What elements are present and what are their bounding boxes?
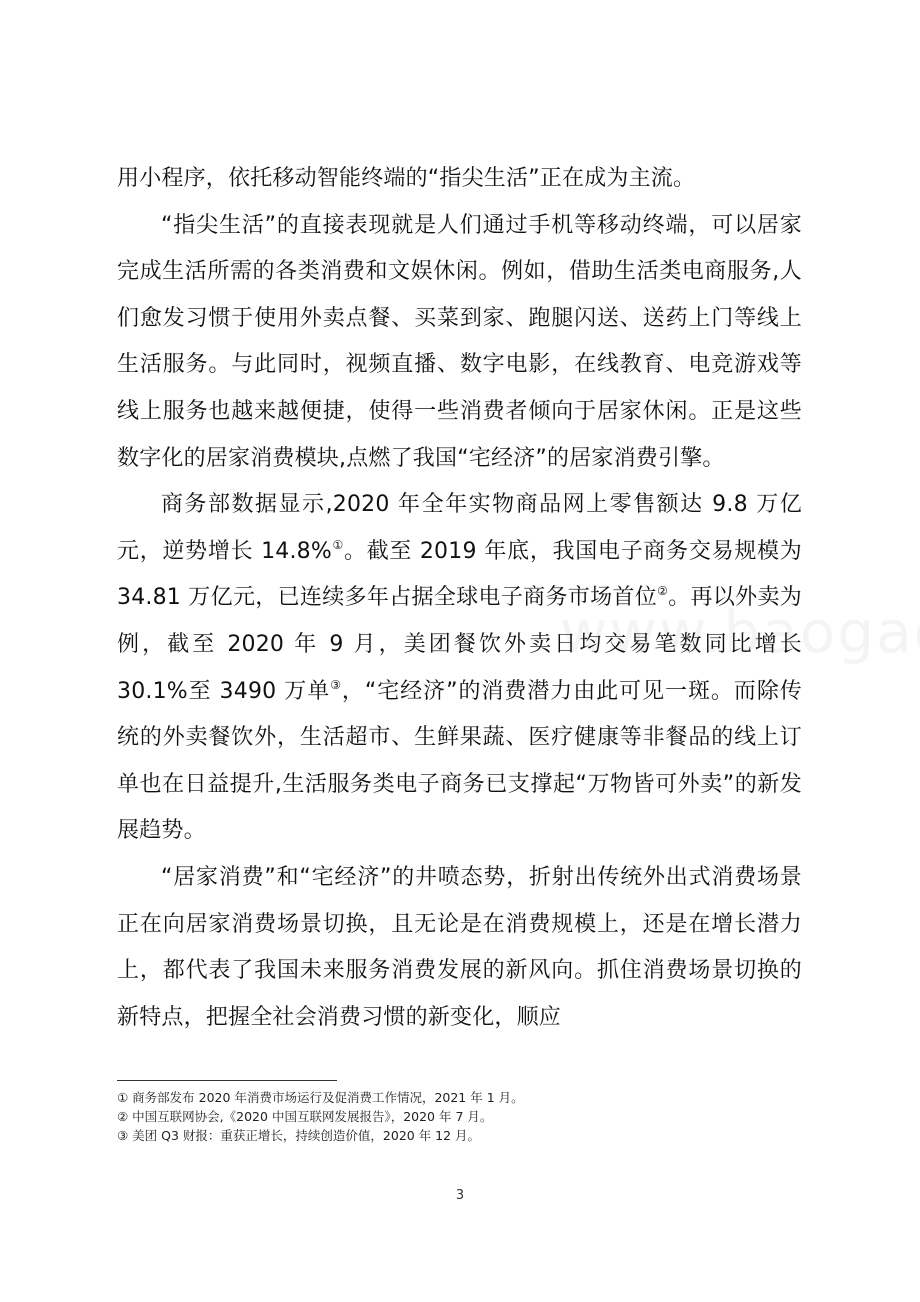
paragraph-2-text: “指尖生活”的直接表现就是人们通过手机等移动终端，可以居家完成生活所需的各类消费和文娱休闲。例如，借助生活类电商服务,人们愈发习惯于使用外卖点餐、买菜到家、跑腿闪送、送药上门等线上生活服务。与此同时，视频直播、数字电影，在线教育、电竞游戏等线上服务也越来越便捷，使得一些消费者倾向于居家休闲。正是这些数字化的居家消费模块,点燃了我国“宅经济”的居家消费引擎。 xyxy=(117,212,802,471)
paragraph-4-text: “居家消费”和“宅经济”的井喷态势，折射出传统外出式消费场景正在向居家消费场景切换，且无论是在消费规模上，还是在增长潜力上，都代表了我国未来服务消费发展的新风向。抓住消费场景切换的新特点，把握全社会消费习惯的新变化，顺应 xyxy=(117,864,802,1030)
page-number: 3 xyxy=(455,1188,465,1203)
footnote-separator xyxy=(117,1080,337,1081)
paragraph-3-text-c: 。再以外卖为例，截至 2020 年 9 月，美团餐饮外卖日均交易笔数同比增长 30.1%至 3490 万单 xyxy=(117,585,802,704)
paragraph-1 xyxy=(117,156,802,203)
footnote-1: ① 商务部发布 2020 年消费市场运行及促消费工作情况，2021 年 1 月。 xyxy=(117,1090,524,1105)
paragraph-3-text-b: 。截至 2019 年底，我国电子商务交易规模为 34.81 万亿元，已连续多年占据全球电子商务市场首位 xyxy=(117,538,802,611)
footnote-2: ② 中国互联网协会,《2020 中国互联网发展报告》，2020 年 7 月。 xyxy=(117,1109,493,1124)
body-text xyxy=(117,156,802,1041)
paragraph-1-text: 用小程序，依托移动智能终端的“指尖生活”正在成为主流。 xyxy=(117,166,696,191)
footnote-ref-3[interactable]: ③ xyxy=(330,677,342,692)
paragraph-3-text-a: 商务部数据显示,2020 年全年实物商品网上零售额达 9.8 万亿元，逆势增长 14.8% xyxy=(117,492,802,564)
footnotes xyxy=(117,1088,802,1145)
paragraph-2 xyxy=(117,203,802,483)
paragraph-4 xyxy=(117,855,802,1041)
footnote-3: ③ 美团 Q3 财报：重获正增长，持续创造价值，2020 年 12 月。 xyxy=(117,1128,481,1143)
footnote-ref-2[interactable]: ② xyxy=(657,584,669,599)
paragraph-3-text-d: ，“宅经济”的消费潜力由此可见一斑。而除传统的外卖餐饮外，生活超市、生鲜果蔬、医疗健康等非餐品的线上订单也在日益提升,生活服务类电子商务已支撑起“万物皆可外卖”的新发展趋势。 xyxy=(117,678,802,844)
footnote-ref-1[interactable]: ① xyxy=(331,537,344,552)
paragraph-3 xyxy=(117,482,802,855)
